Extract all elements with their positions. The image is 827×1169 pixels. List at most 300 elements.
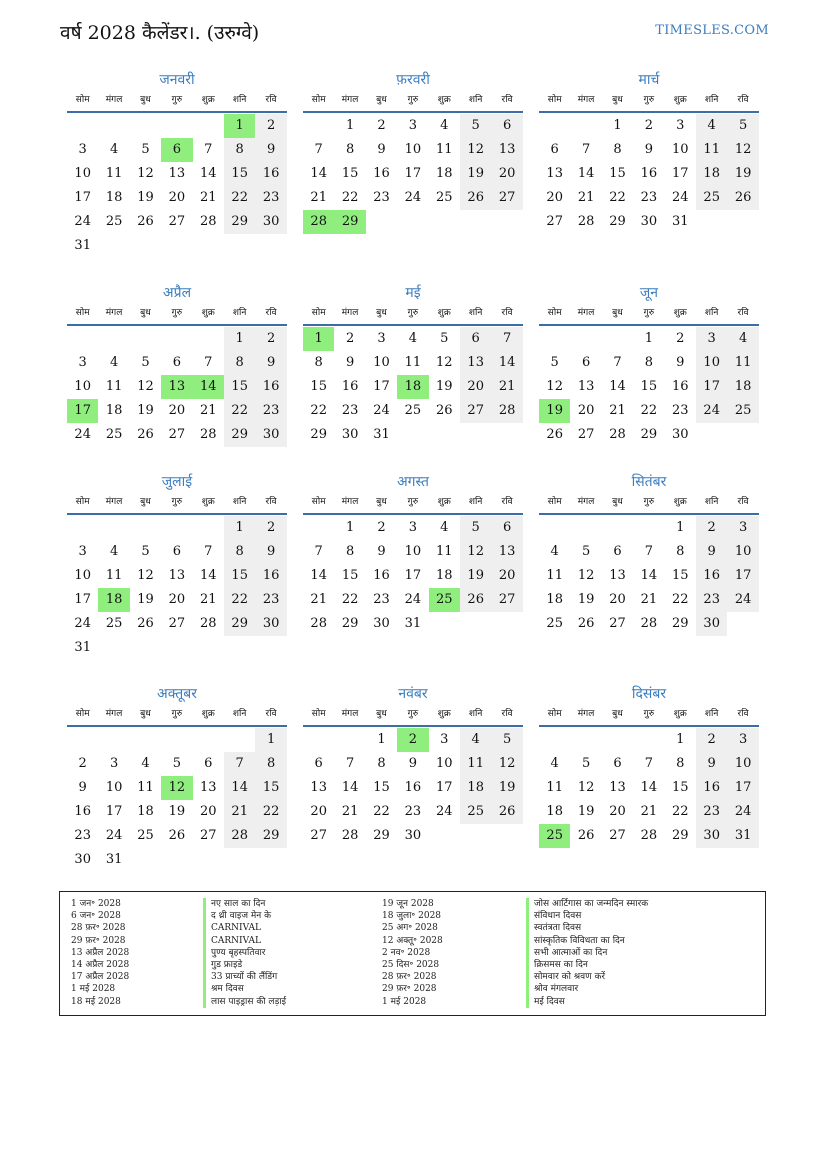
weekday-label: शुक्र bbox=[201, 709, 215, 719]
day-cell: 24 bbox=[74, 616, 91, 631]
day-cell: 22 bbox=[609, 190, 626, 205]
day-cell: 5 bbox=[727, 114, 758, 138]
day-cell: 8 bbox=[377, 756, 386, 771]
weekday-label: शनि bbox=[704, 497, 719, 507]
weekday-label: रवि bbox=[501, 308, 513, 318]
day-cell: 27 bbox=[491, 186, 522, 210]
day-cell: 11 bbox=[696, 138, 727, 162]
day-cell: 13 bbox=[168, 568, 186, 583]
weekday-label: शनि bbox=[704, 95, 719, 105]
day-cell: 9 bbox=[676, 355, 685, 370]
holiday-day-cell: 25 bbox=[539, 824, 570, 848]
day-cell: 2 bbox=[696, 728, 727, 752]
weekday-label: गुरु bbox=[171, 308, 183, 318]
day-cell: 27 bbox=[310, 828, 327, 843]
day-cell: 18 bbox=[546, 804, 563, 819]
holiday-entry: 1 मई 2028 bbox=[71, 984, 116, 995]
day-cell: 13 bbox=[609, 780, 626, 795]
day-cell: 30 bbox=[255, 423, 286, 447]
holiday-entry: पुण्य बृहस्पतिवार bbox=[211, 947, 266, 958]
day-cell: 26 bbox=[436, 403, 453, 418]
day-cell: 24 bbox=[74, 214, 91, 229]
day-cell: 22 bbox=[373, 804, 390, 819]
day-cell: 2 bbox=[345, 331, 355, 346]
month-name: अक्तूबर bbox=[157, 686, 197, 702]
holiday-day-cell: 6 bbox=[161, 138, 192, 162]
weekday-label: मंगल bbox=[105, 308, 123, 318]
day-cell: 30 bbox=[341, 427, 359, 442]
day-cell: 20 bbox=[491, 162, 522, 186]
weekday-label: रवि bbox=[737, 497, 749, 507]
day-cell: 16 bbox=[373, 166, 390, 181]
day-cell: 6 bbox=[204, 756, 213, 771]
page-title: वर्ष 2028 कैलेंडर।. (उरुग्वे) bbox=[60, 22, 260, 44]
day-cell: 18 bbox=[137, 804, 154, 819]
holiday-entry: द थ्री वाइज मेन के bbox=[211, 911, 272, 922]
day-cell: 4 bbox=[460, 728, 491, 752]
day-cell: 30 bbox=[672, 427, 689, 442]
day-cell: 16 bbox=[640, 166, 658, 181]
weekday-label: रवि bbox=[265, 308, 277, 318]
day-cell: 24 bbox=[404, 190, 422, 205]
day-cell: 22 bbox=[341, 190, 359, 205]
weekday-label: बुध bbox=[140, 308, 151, 318]
day-cell: 16 bbox=[696, 564, 727, 588]
day-cell: 6 bbox=[491, 114, 522, 138]
month-name: जून bbox=[639, 285, 659, 301]
weekday-label: सोम bbox=[75, 497, 90, 507]
day-cell: 9 bbox=[696, 540, 727, 564]
day-cell: 5 bbox=[550, 355, 559, 370]
weekday-label: शुक्र bbox=[673, 95, 687, 105]
weekday-label: गुरु bbox=[643, 497, 655, 507]
holiday-entry: सोमवार को श्रवण करें bbox=[534, 972, 606, 983]
day-cell: 22 bbox=[672, 804, 689, 819]
day-cell: 13 bbox=[546, 166, 563, 181]
day-cell: 11 bbox=[105, 166, 123, 181]
day-cell: 31 bbox=[105, 852, 123, 867]
day-cell: 24 bbox=[727, 800, 758, 824]
day-cell: 24 bbox=[373, 403, 390, 418]
day-cell: 2 bbox=[377, 118, 386, 133]
day-cell: 1 bbox=[224, 516, 255, 540]
day-cell: 17 bbox=[696, 375, 727, 399]
holiday-entry: CARNIVAL bbox=[211, 923, 261, 934]
day-cell: 26 bbox=[137, 427, 154, 442]
day-cell: 31 bbox=[404, 616, 422, 631]
day-cell: 28 bbox=[224, 824, 255, 848]
weekday-label: सोम bbox=[311, 95, 326, 105]
day-cell: 7 bbox=[491, 327, 522, 351]
weekday-header bbox=[539, 90, 759, 113]
day-cell: 26 bbox=[727, 186, 758, 210]
weekday-header bbox=[539, 492, 759, 515]
month-days bbox=[539, 113, 759, 257]
holiday-day-cell: 19 bbox=[539, 399, 570, 423]
month-block bbox=[539, 283, 759, 470]
weekday-header bbox=[539, 303, 759, 326]
day-cell: 1 bbox=[676, 732, 685, 747]
day-cell: 3 bbox=[727, 728, 758, 752]
day-cell: 26 bbox=[137, 214, 154, 229]
month-name: नवंबर bbox=[398, 686, 428, 702]
day-cell: 2 bbox=[696, 516, 727, 540]
day-cell: 27 bbox=[200, 828, 217, 843]
day-cell: 14 bbox=[224, 776, 255, 800]
day-cell: 16 bbox=[341, 379, 359, 394]
day-cell: 9 bbox=[255, 351, 286, 375]
weekday-label: शनि bbox=[468, 308, 483, 318]
day-cell: 16 bbox=[74, 804, 91, 819]
day-cell: 11 bbox=[105, 568, 123, 583]
weekday-label: बुध bbox=[612, 497, 623, 507]
weekday-label: गुरु bbox=[643, 308, 655, 318]
day-cell: 20 bbox=[168, 190, 186, 205]
day-cell: 27 bbox=[577, 427, 595, 442]
day-cell: 20 bbox=[168, 403, 186, 418]
month-name: मई bbox=[405, 285, 421, 301]
site-brand[interactable]: TIMESLES.COM bbox=[655, 23, 769, 38]
day-cell: 11 bbox=[137, 780, 154, 795]
day-cell: 3 bbox=[78, 544, 87, 559]
holiday-day-cell: 13 bbox=[161, 375, 192, 399]
day-cell: 31 bbox=[727, 824, 758, 848]
day-cell: 23 bbox=[640, 190, 658, 205]
day-cell: 27 bbox=[168, 214, 186, 229]
weekday-label: शनि bbox=[704, 709, 719, 719]
day-cell: 26 bbox=[460, 186, 491, 210]
weekday-label: बुध bbox=[376, 95, 387, 105]
day-cell: 19 bbox=[168, 804, 186, 819]
day-cell: 17 bbox=[105, 804, 123, 819]
month-block bbox=[67, 472, 287, 659]
day-cell: 2 bbox=[255, 114, 286, 138]
day-cell: 30 bbox=[640, 214, 658, 229]
day-cell: 19 bbox=[436, 379, 453, 394]
day-cell: 10 bbox=[727, 752, 758, 776]
weekday-label: मंगल bbox=[577, 95, 595, 105]
month-name: जुलाई bbox=[161, 474, 193, 490]
day-cell: 20 bbox=[577, 403, 595, 418]
day-cell: 12 bbox=[577, 780, 595, 795]
day-cell: 12 bbox=[577, 568, 595, 583]
holiday-entry: 1 मई 2028 bbox=[382, 996, 427, 1007]
day-cell: 17 bbox=[727, 564, 758, 588]
day-cell: 12 bbox=[137, 568, 154, 583]
day-cell: 20 bbox=[200, 804, 217, 819]
day-cell: 24 bbox=[404, 592, 422, 607]
day-cell: 28 bbox=[310, 616, 327, 631]
weekday-label: रवि bbox=[737, 308, 749, 318]
weekday-label: शनि bbox=[468, 497, 483, 507]
day-cell: 2 bbox=[78, 756, 87, 771]
weekday-label: गुरु bbox=[407, 709, 419, 719]
day-cell: 21 bbox=[577, 190, 595, 205]
weekday-label: रवि bbox=[737, 709, 749, 719]
day-cell: 11 bbox=[105, 379, 123, 394]
day-cell: 3 bbox=[109, 756, 119, 771]
month-name: जनवरी bbox=[159, 72, 195, 88]
day-cell: 25 bbox=[436, 190, 453, 205]
day-cell: 19 bbox=[577, 592, 595, 607]
day-cell: 23 bbox=[373, 190, 390, 205]
day-cell: 17 bbox=[672, 166, 689, 181]
month-name: अप्रैल bbox=[162, 285, 192, 301]
month-block bbox=[539, 70, 759, 257]
day-cell: 7 bbox=[581, 142, 591, 157]
weekday-label: मंगल bbox=[577, 709, 595, 719]
month-name: दिसंबर bbox=[631, 686, 667, 702]
day-cell: 27 bbox=[546, 214, 563, 229]
day-cell: 18 bbox=[727, 375, 758, 399]
day-cell: 30 bbox=[696, 612, 727, 636]
day-cell: 15 bbox=[672, 780, 689, 795]
weekday-label: सोम bbox=[547, 709, 562, 719]
holiday-entry: 29 फ़र॰ 2028 bbox=[71, 935, 126, 946]
weekday-label: सोम bbox=[311, 709, 326, 719]
day-cell: 26 bbox=[577, 828, 595, 843]
day-cell: 14 bbox=[341, 780, 359, 795]
month-block bbox=[303, 283, 523, 470]
weekday-label: शुक्र bbox=[437, 709, 451, 719]
day-cell: 1 bbox=[613, 118, 622, 133]
day-cell: 23 bbox=[341, 403, 359, 418]
weekday-label: शनि bbox=[232, 308, 247, 318]
day-cell: 10 bbox=[404, 544, 422, 559]
month-days bbox=[67, 113, 287, 257]
day-cell: 13 bbox=[168, 166, 186, 181]
day-cell: 3 bbox=[440, 732, 449, 747]
day-cell: 9 bbox=[644, 142, 654, 157]
holiday-names-column-2 bbox=[526, 898, 648, 1008]
day-cell: 26 bbox=[546, 427, 563, 442]
day-cell: 27 bbox=[609, 828, 626, 843]
day-cell: 4 bbox=[109, 142, 119, 157]
holiday-names-column-1 bbox=[203, 898, 286, 1008]
day-cell: 23 bbox=[255, 588, 286, 612]
month-days bbox=[303, 113, 523, 257]
day-cell: 8 bbox=[314, 355, 323, 370]
day-cell: 29 bbox=[224, 423, 255, 447]
day-cell: 21 bbox=[491, 375, 522, 399]
weekday-label: शुक्र bbox=[201, 497, 215, 507]
day-cell: 11 bbox=[436, 142, 453, 157]
day-cell: 21 bbox=[310, 190, 327, 205]
holiday-entry: CARNIVAL bbox=[211, 935, 261, 946]
day-cell: 16 bbox=[696, 776, 727, 800]
day-cell: 13 bbox=[609, 568, 626, 583]
day-cell: 4 bbox=[109, 544, 119, 559]
holiday-day-cell: 12 bbox=[161, 776, 192, 800]
weekday-label: रवि bbox=[265, 709, 277, 719]
day-cell: 11 bbox=[727, 351, 758, 375]
day-cell: 5 bbox=[141, 544, 150, 559]
weekday-label: गुरु bbox=[407, 308, 419, 318]
holiday-list bbox=[59, 891, 766, 1016]
holiday-entry: सांस्कृतिक विविधता का दिन bbox=[534, 935, 625, 946]
day-cell: 8 bbox=[224, 351, 255, 375]
day-cell: 8 bbox=[224, 540, 255, 564]
weekday-header bbox=[303, 492, 523, 515]
weekday-label: रवि bbox=[737, 95, 749, 105]
day-cell: 9 bbox=[78, 780, 87, 795]
day-cell: 17 bbox=[404, 568, 422, 583]
weekday-label: रवि bbox=[501, 709, 513, 719]
day-cell: 1 bbox=[676, 520, 685, 535]
day-cell: 8 bbox=[676, 544, 685, 559]
day-cell: 17 bbox=[74, 592, 91, 607]
day-cell: 27 bbox=[609, 616, 626, 631]
weekday-label: सोम bbox=[547, 308, 562, 318]
day-cell: 28 bbox=[200, 427, 217, 442]
day-cell: 29 bbox=[640, 427, 658, 442]
day-cell: 4 bbox=[550, 756, 559, 771]
day-cell: 12 bbox=[546, 379, 563, 394]
day-cell: 30 bbox=[255, 612, 286, 636]
holiday-entry: गुड फ्राइडे bbox=[211, 959, 243, 970]
day-cell: 1 bbox=[224, 327, 255, 351]
day-cell: 15 bbox=[224, 564, 255, 588]
day-cell: 3 bbox=[78, 142, 87, 157]
month-name: सितंबर bbox=[631, 474, 667, 490]
day-cell: 5 bbox=[581, 756, 591, 771]
day-cell: 21 bbox=[640, 592, 658, 607]
day-cell: 15 bbox=[672, 568, 689, 583]
weekday-label: बुध bbox=[612, 709, 623, 719]
day-cell: 30 bbox=[373, 616, 390, 631]
holiday-entry: श्रोव मंगलवार bbox=[534, 984, 579, 995]
day-cell: 15 bbox=[255, 776, 286, 800]
day-cell: 1 bbox=[345, 118, 355, 133]
day-cell: 20 bbox=[168, 592, 186, 607]
weekday-label: शुक्र bbox=[201, 308, 215, 318]
day-cell: 18 bbox=[436, 166, 453, 181]
weekday-label: बुध bbox=[376, 308, 387, 318]
weekday-label: मंगल bbox=[341, 308, 359, 318]
day-cell: 6 bbox=[550, 142, 559, 157]
day-cell: 10 bbox=[672, 142, 689, 157]
day-cell: 22 bbox=[255, 800, 286, 824]
day-cell: 4 bbox=[109, 355, 119, 370]
holiday-entry: 28 फ़र॰ 2028 bbox=[382, 972, 437, 983]
month-days bbox=[539, 326, 759, 470]
holiday-entry: 29 फ़र॰ 2028 bbox=[382, 984, 437, 995]
day-cell: 4 bbox=[727, 327, 758, 351]
day-cell: 25 bbox=[105, 214, 123, 229]
weekday-label: मंगल bbox=[341, 709, 359, 719]
holiday-entry: संविधान दिवस bbox=[534, 911, 582, 922]
day-cell: 18 bbox=[460, 776, 491, 800]
day-cell: 29 bbox=[609, 214, 626, 229]
day-cell: 22 bbox=[224, 588, 255, 612]
day-cell: 26 bbox=[491, 800, 522, 824]
weekday-label: बुध bbox=[140, 709, 151, 719]
day-cell: 19 bbox=[491, 776, 522, 800]
day-cell: 18 bbox=[696, 162, 727, 186]
day-cell: 9 bbox=[377, 142, 386, 157]
day-cell: 18 bbox=[436, 568, 453, 583]
day-cell: 17 bbox=[404, 166, 422, 181]
month-days bbox=[539, 727, 759, 871]
day-cell: 23 bbox=[255, 186, 286, 210]
day-cell: 21 bbox=[341, 804, 359, 819]
day-cell: 17 bbox=[436, 780, 453, 795]
day-cell: 29 bbox=[224, 210, 255, 234]
day-cell: 24 bbox=[672, 190, 689, 205]
day-cell: 25 bbox=[137, 828, 154, 843]
day-cell: 29 bbox=[310, 427, 327, 442]
day-cell: 22 bbox=[672, 592, 689, 607]
day-cell: 4 bbox=[141, 756, 150, 771]
weekday-label: रवि bbox=[501, 497, 513, 507]
day-cell: 16 bbox=[404, 780, 422, 795]
day-cell: 25 bbox=[696, 186, 727, 210]
day-cell: 27 bbox=[460, 399, 491, 423]
weekday-label: शुक्र bbox=[201, 95, 215, 105]
holiday-day-cell: 18 bbox=[98, 588, 129, 612]
day-cell: 22 bbox=[341, 592, 359, 607]
day-cell: 17 bbox=[727, 776, 758, 800]
day-cell: 1 bbox=[255, 728, 286, 752]
day-cell: 26 bbox=[577, 616, 595, 631]
weekday-header bbox=[67, 90, 287, 113]
day-cell: 3 bbox=[676, 118, 685, 133]
day-cell: 30 bbox=[404, 828, 422, 843]
holiday-entry: क्रिसमस का दिन bbox=[534, 959, 588, 970]
holiday-day-cell: 25 bbox=[429, 588, 460, 612]
day-cell: 21 bbox=[310, 592, 327, 607]
day-cell: 12 bbox=[436, 355, 453, 370]
day-cell: 13 bbox=[491, 540, 522, 564]
day-cell: 4 bbox=[440, 118, 449, 133]
day-cell: 25 bbox=[727, 399, 758, 423]
day-cell: 28 bbox=[491, 399, 522, 423]
holiday-entry: 17 अप्रैल 2028 bbox=[71, 972, 130, 983]
day-cell: 5 bbox=[460, 114, 491, 138]
holiday-entry: 6 जन॰ 2028 bbox=[71, 911, 121, 922]
month-days bbox=[303, 515, 523, 659]
day-cell: 9 bbox=[255, 138, 286, 162]
weekday-header bbox=[539, 704, 759, 727]
day-cell: 8 bbox=[224, 138, 255, 162]
holiday-day-cell: 2 bbox=[397, 728, 428, 752]
day-cell: 21 bbox=[200, 403, 217, 418]
day-cell: 9 bbox=[377, 544, 386, 559]
weekday-label: शुक्र bbox=[437, 95, 451, 105]
month-block bbox=[303, 70, 523, 257]
holiday-entry: 19 जून 2028 bbox=[382, 899, 434, 909]
day-cell: 5 bbox=[440, 331, 449, 346]
day-cell: 7 bbox=[314, 544, 323, 559]
day-cell: 6 bbox=[613, 544, 622, 559]
day-cell: 2 bbox=[676, 331, 685, 346]
day-cell: 8 bbox=[345, 142, 355, 157]
day-cell: 25 bbox=[105, 427, 123, 442]
day-cell: 22 bbox=[224, 186, 255, 210]
day-cell: 26 bbox=[168, 828, 186, 843]
day-cell: 4 bbox=[696, 114, 727, 138]
day-cell: 15 bbox=[341, 568, 359, 583]
day-cell: 31 bbox=[74, 640, 91, 655]
day-cell: 4 bbox=[440, 520, 449, 535]
day-cell: 20 bbox=[609, 592, 626, 607]
day-cell: 9 bbox=[255, 540, 286, 564]
day-cell: 12 bbox=[491, 752, 522, 776]
day-cell: 24 bbox=[727, 588, 758, 612]
day-cell: 5 bbox=[141, 355, 150, 370]
day-cell: 19 bbox=[137, 190, 154, 205]
weekday-label: मंगल bbox=[105, 497, 123, 507]
